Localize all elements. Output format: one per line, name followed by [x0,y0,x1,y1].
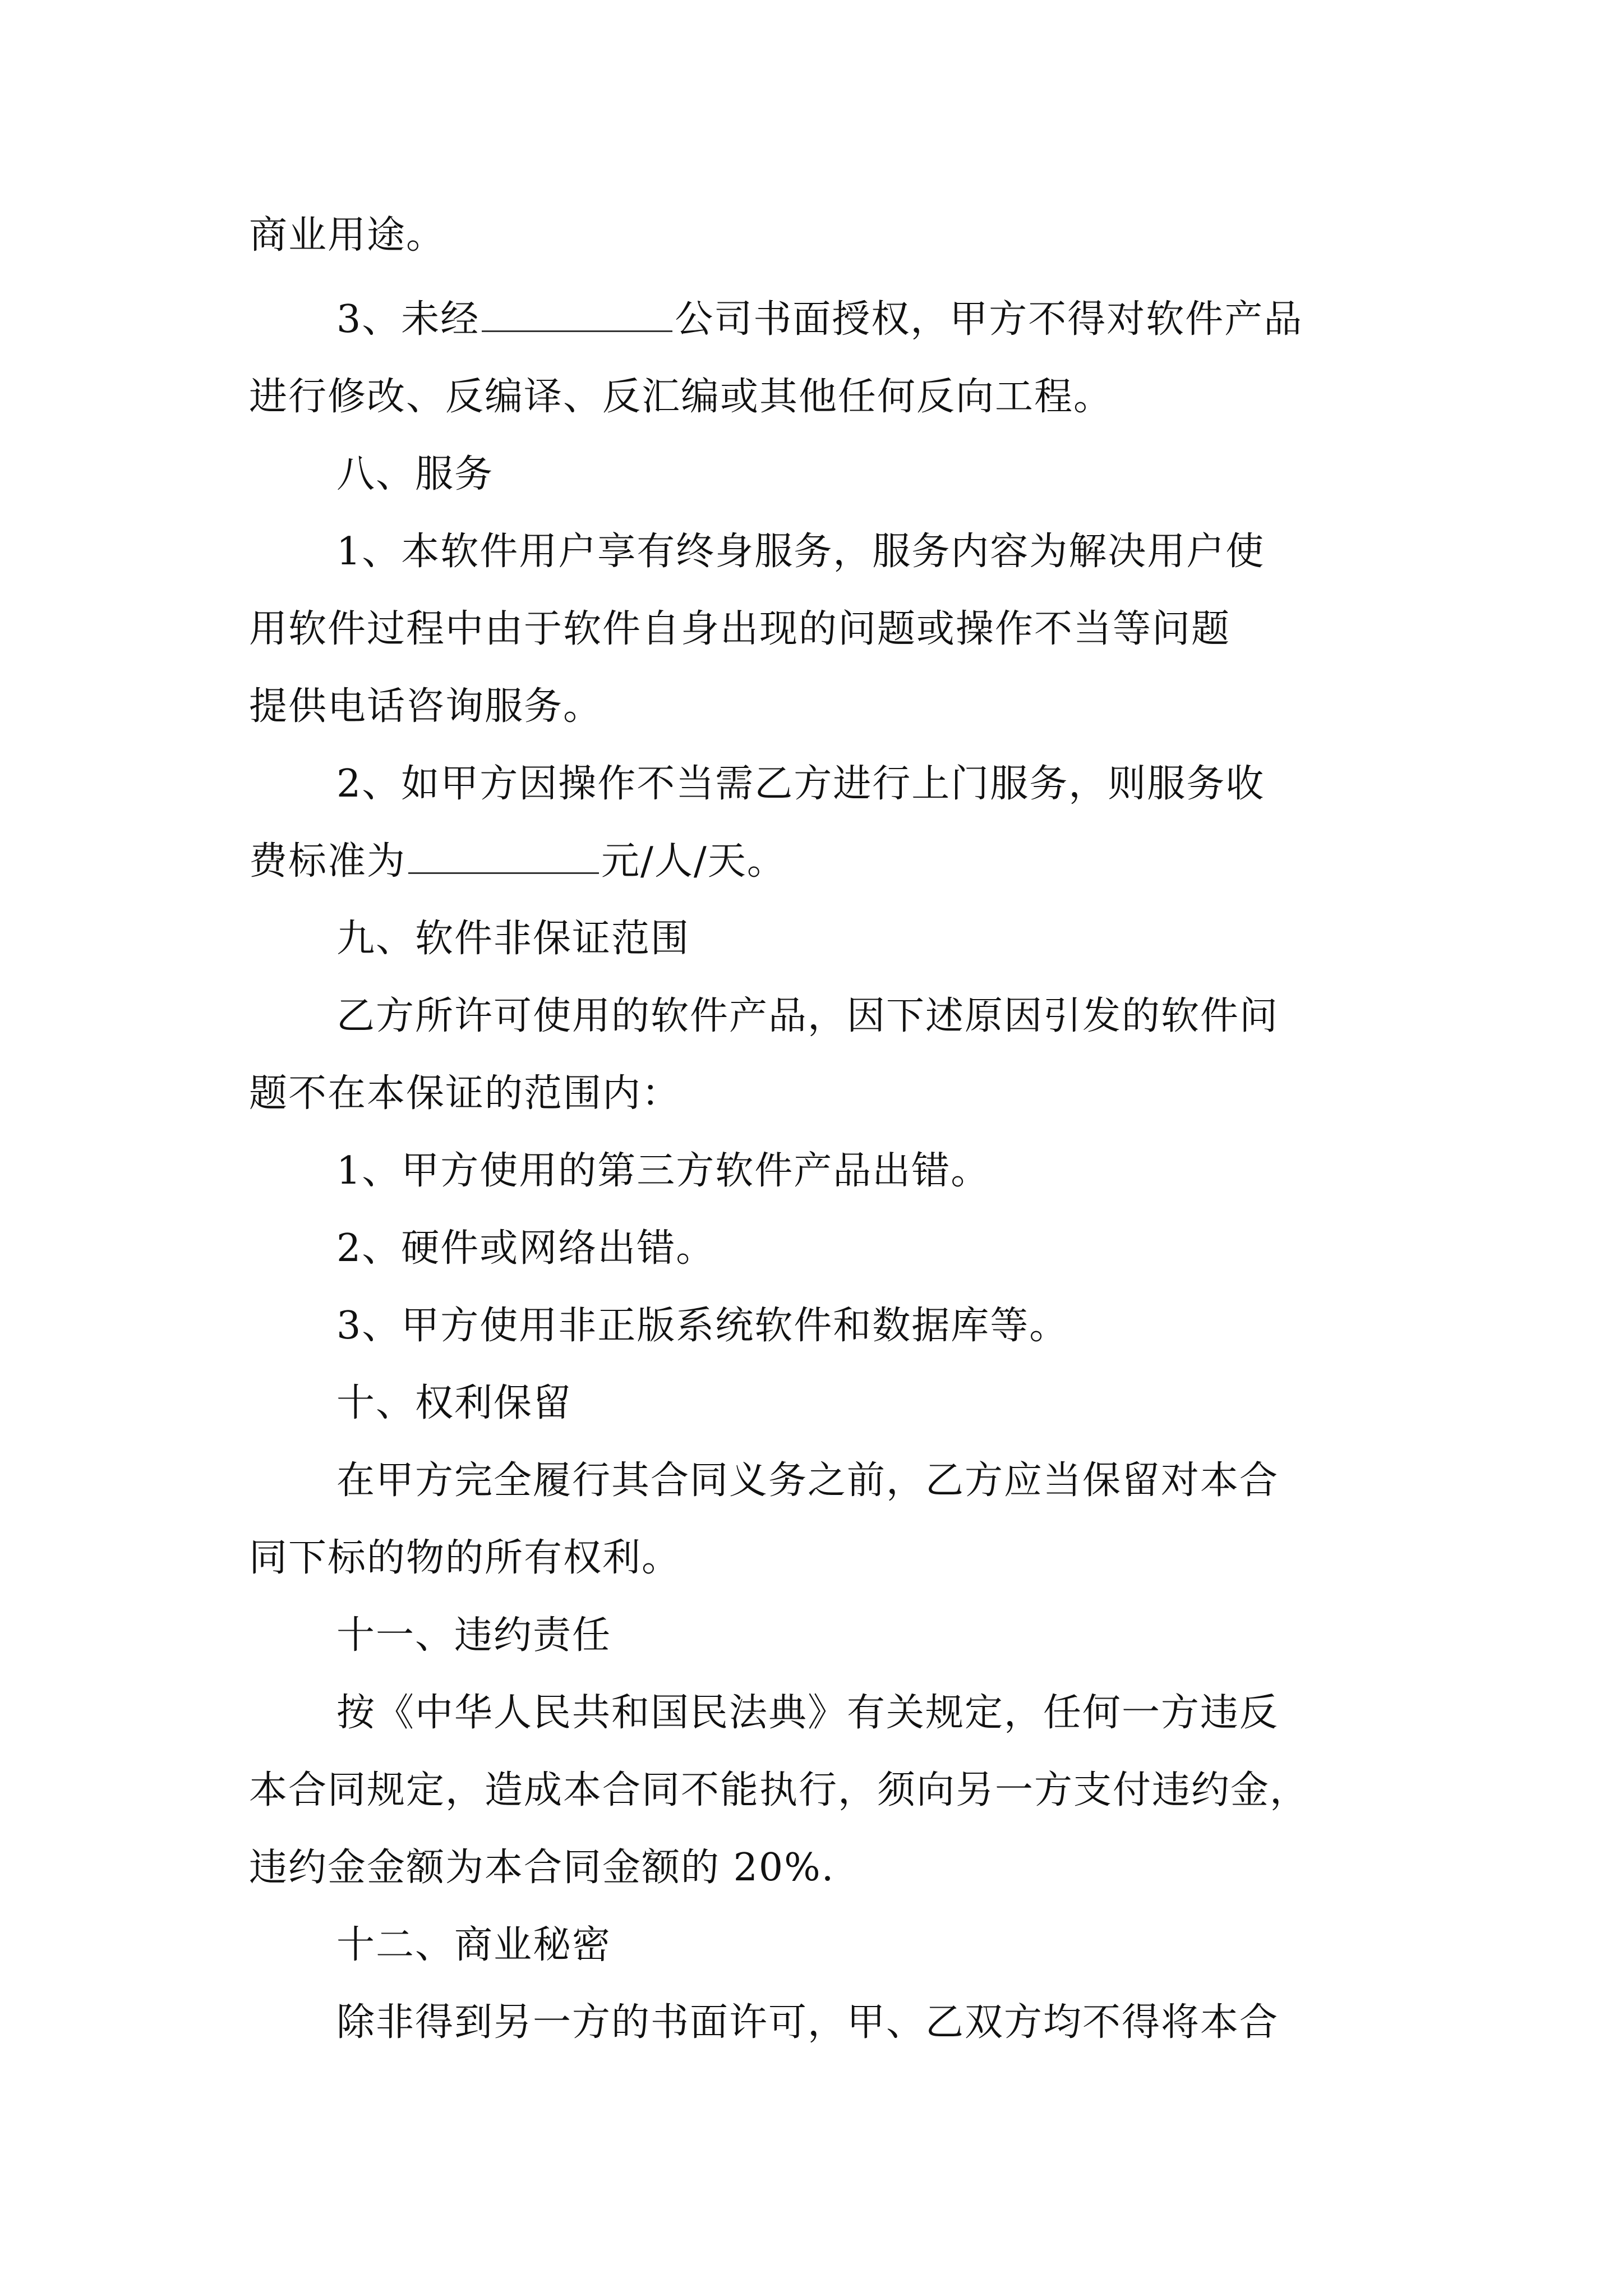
paragraph-line: 2、如甲方因操作不当需乙方进行上门服务，则服务收 [336,762,1265,806]
paragraph-line: 在甲方完全履行其合同义务之前，乙方应当保留对本合 [336,1458,1279,1503]
paragraph-line: 乙方所许可使用的软件产品，因下述原因引发的软件问 [336,994,1279,1038]
paragraph-line: 3、甲方使用非正版系统软件和数据库等。 [336,1304,1069,1348]
paragraph-line: 用软件过程中由于软件自身出现的问题或操作不当等问题 [249,607,1231,651]
paragraph-line: 进行修改、反编译、反汇编或其他任何反向工程。 [249,375,1113,419]
section-heading: 十、权利保留 [336,1381,573,1425]
section-heading: 九、软件非保证范围 [336,917,690,961]
section-heading: 八、服务 [336,452,494,496]
paragraph-line: 提供电话咨询服务。 [249,684,603,729]
paragraph-line: 1、本软件用户享有终身服务，服务内容为解决用户使 [336,530,1265,574]
paragraph-line: 1、甲方使用的第三方软件产品出错。 [336,1149,990,1193]
fill-in-blank [482,296,672,332]
section-heading: 十二、商业秘密 [336,1923,612,1967]
paragraph-line: 费标准为 元/人/天。 [0,828,1623,895]
section-heading: 十一、违约责任 [336,1613,612,1658]
paragraph-line: 按《中华人民共和国民法典》有关规定，任何一方违反 [336,1691,1279,1735]
paragraph-line: 违约金金额为本合同金额的 20%. [249,1846,835,1890]
paragraph-line: 商业用途。 [249,213,446,257]
paragraph-line: 本合同规定，造成本合同不能执行，须向另一方支付违约金， [249,1768,1310,1812]
paragraph-line: 题不在本保证的范围内： [249,1071,681,1116]
paragraph-line: 除非得到另一方的书面许可，甲、乙双方均不得将本合 [336,2000,1279,2045]
paragraph-line: 2、硬件或网络出错。 [336,1226,716,1271]
paragraph-line: 同下标的物的所有权利。 [249,1536,681,1580]
fill-in-blank [408,838,599,874]
paragraph-line: 3、未经 公司书面授权，甲方不得对软件产品 [0,286,1623,353]
